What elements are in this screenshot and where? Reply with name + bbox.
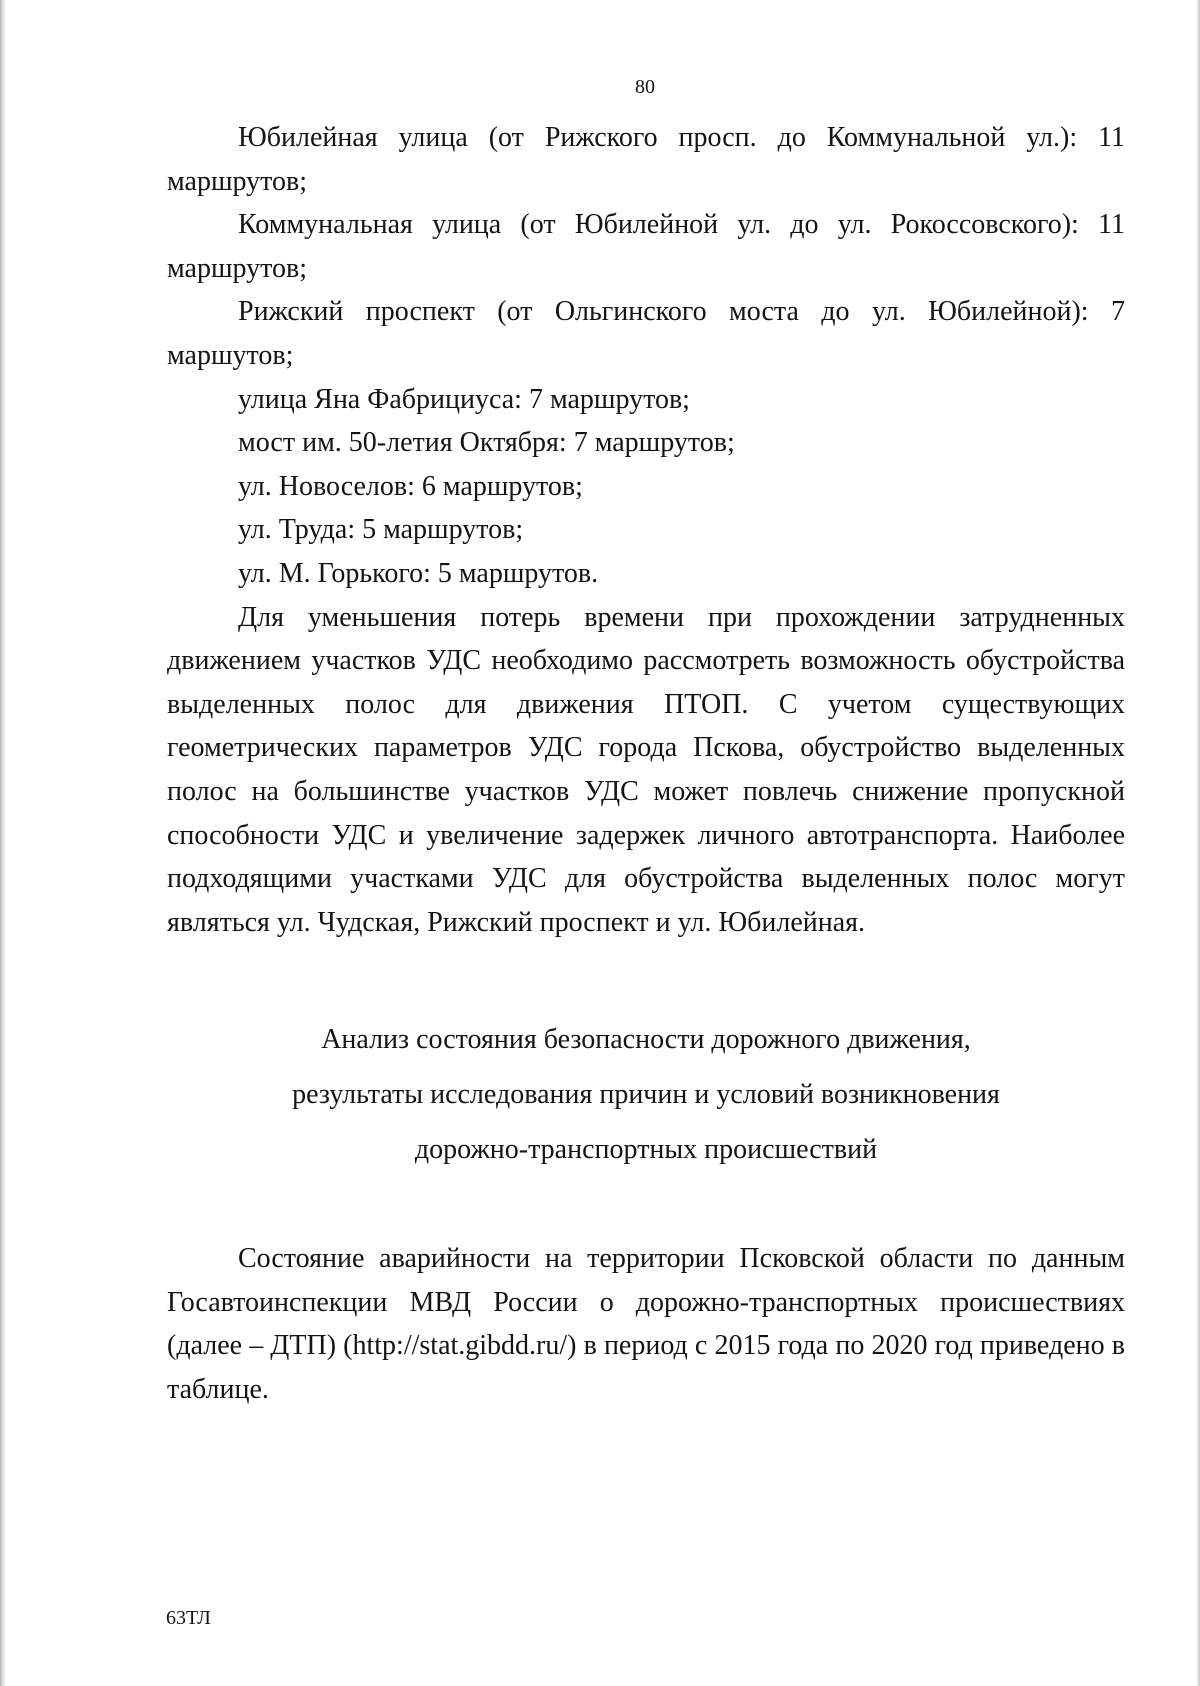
route-item: ул. Новоселов: 6 маршрутов; [238, 470, 583, 502]
route-item: улица Яна Фабрициуса: 7 маршрутов; [238, 383, 690, 415]
scan-edge-left [0, 0, 6, 1686]
section-heading [167, 1012, 1125, 1177]
scan-edge-right [1196, 0, 1200, 1686]
document-body [167, 116, 1125, 1412]
route-item: Юбилейная улица (от Рижского просп. до Коммунальной ул.): 11 маршрутов; [167, 122, 1125, 197]
route-item: мост им. 50-летия Октября: 7 маршрутов; [238, 427, 735, 459]
route-item: Рижский проспект (от Ольгинского моста до ул. Юбилейной): 7 маршутов; [167, 296, 1125, 371]
paragraph-accident-statistics: Состояние аварийности на территории Псковской области по данным Госавтоинспекции МВД России о дорожно-транспортных происшествиях (далее – ДТП) (http://stat.gibdd.ru/) в период с 2015 года по 2020 год приведено в таблице. [167, 1243, 1125, 1406]
page-number: 80 [635, 76, 655, 98]
route-item: ул. Труда: 5 маршрутов; [238, 514, 524, 546]
route-item: Коммунальная улица (от Юбилейной ул. до ул. Рокоссовского): 11 маршрутов; [167, 209, 1125, 284]
footer-document-code: 63ТЛ [166, 1607, 211, 1629]
paragraph-dedicated-lanes: Для уменьшения потерь времени при прохождении затрудненных движением участков УДС необходимо рассмотреть возможность обустройства выделенных полос для движения ПТОП. С учетом существующих геометрических параметров УДС города Пскова, обустройство выделенных полос на большинстве участков УДС может повлечь снижение пропускной способности УДС и увеличение задержек личного автотранспорта. Наиболее подходящими участками УДС для обустройства выделенных полос могут являться ул. Чудская, Рижский проспект и ул. Юбилейная. [167, 601, 1125, 938]
section-heading-line: Анализ состояния безопасности дорожного движения, [321, 1024, 971, 1056]
route-item: ул. М. Горького: 5 маршрутов. [238, 557, 599, 589]
section-heading-line: результаты исследования причин и условий возникновения [292, 1079, 1000, 1111]
section-heading-line: дорожно-транспортных происшествий [414, 1134, 878, 1166]
